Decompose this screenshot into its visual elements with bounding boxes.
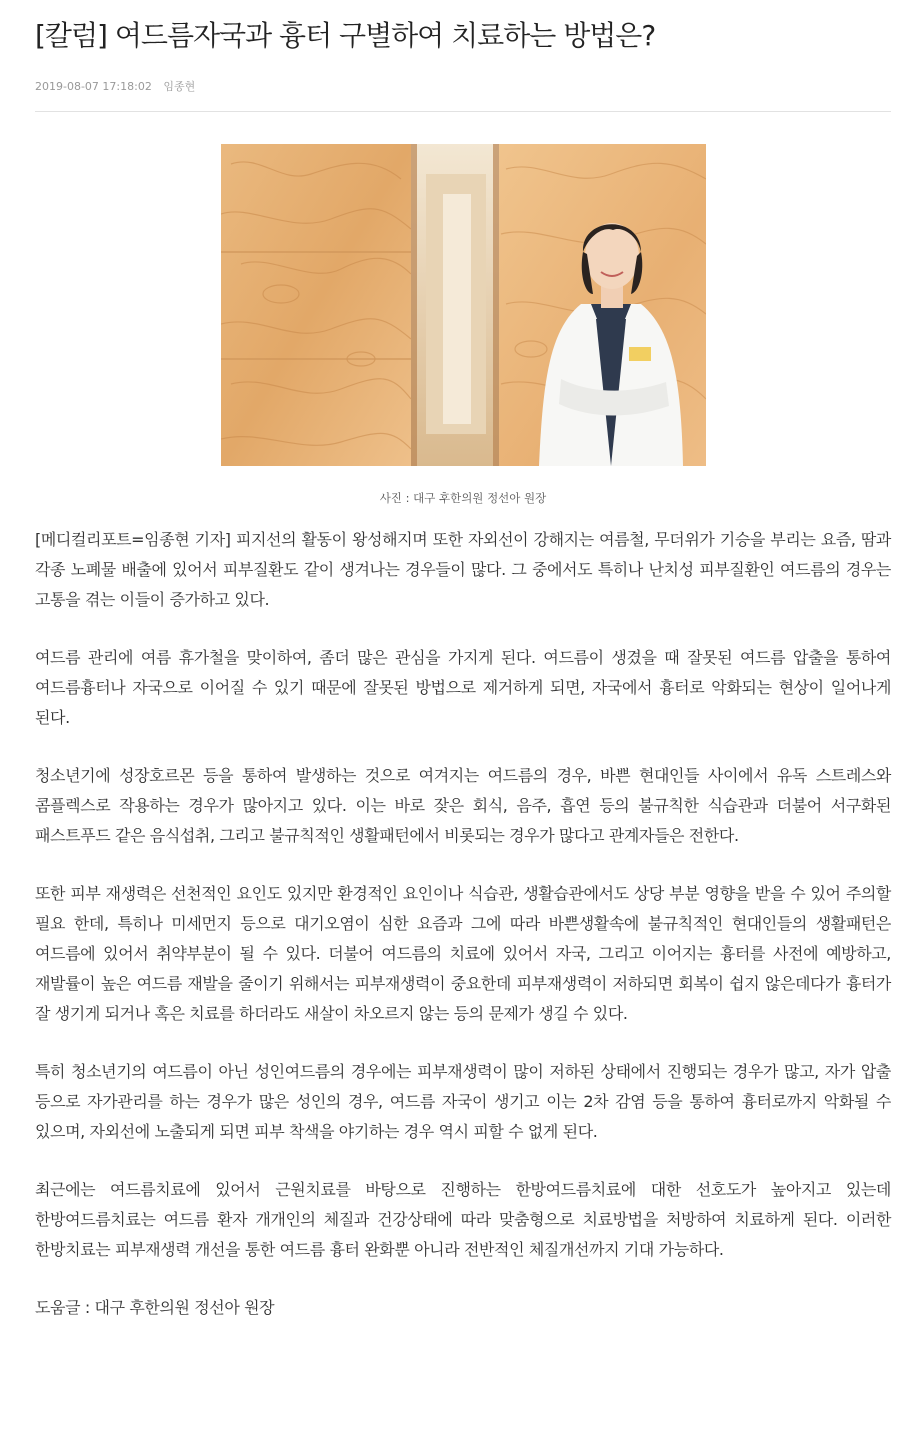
article-title: [칼럼] 여드름자국과 흉터 구별하여 치료하는 방법은? (35, 19, 656, 52)
helper-credit: 도움글 : 대구 후한의원 정선아 원장 (35, 1298, 275, 1317)
paragraph: 또한 피부 재생력은 선천적인 요인도 있지만 환경적인 요인이나 식습관, 생활습관에서도 상당 부분 영향을 받을 수 있어 주의할 필요 한데, 특히나 미세먼지 등으로 대기오염이 심한 요즘과 그에 따라 바쁜생활속에 불규칙적인 현대인들의 생활패턴은 여드름에 있어서 취약부분이 될 수 있다. 더불어 여드름의 치료에 있어서 자국, 그리고 이어지는 흉터를 사전에 예방하고, 재발률이 높은 여드름 재발을 줄이기 위해서는 피부재생력이 중요한데 피부재생력이 저하되면 회복이 쉽지 않은데다가 흉터가 잘 생기게 되거나 혹은 치료를 하더라도 새살이 차오르지 않는 등의 문제가 생길 수 있다. (35, 884, 891, 1023)
article-meta (35, 78, 195, 94)
paragraph: 최근에는 여드름치료에 있어서 근원치료를 바탕으로 진행하는 한방여드름치료에 대한 선호도가 높아지고 있는데 한방여드름치료는 여드름 환자 개개인의 체질과 건강상태에 따라 맞춤형으로 치료방법을 처방하여 치료하게 된다. 이러한 한방치료는 피부재생력 개선을 통한 여드름 흉터 완화뿐 아니라 전반적인 체질개선까지 기대 가능하다. (35, 1180, 891, 1259)
paragraph: 특히 청소년기의 여드름이 아닌 성인여드름의 경우에는 피부재생력이 많이 저하된 상태에서 진행되는 경우가 많고, 자가 압출 등으로 자가관리를 하는 경우가 많은 성인의 경우, 여드름 자국이 생기고 이는 2차 감염 등을 통하여 흉터로까지 악화될 수 있으며, 자외선에 노출되게 되면 피부 착색을 야기하는 경우 역시 피할 수 없게 된다. (35, 1062, 891, 1141)
paragraph: [메디컬리포트=임종현 기자] 피지선의 활동이 왕성해지며 또한 자외선이 강해지는 여름철, 무더위가 기승을 부리는 요즘, 땀과 각종 노폐물 배출에 있어서 피부질환도 같이 생겨나는 경우들이 많다. 그 중에서도 특히나 난치성 피부질환인 여드름의 경우는 고통을 겪는 이들이 증가하고 있다. (35, 530, 891, 609)
article-body (35, 525, 891, 1351)
header-divider (35, 111, 891, 112)
article-photo (221, 144, 706, 466)
doctor-portrait-illustration (221, 144, 706, 466)
paragraph: 청소년기에 성장호르몬 등을 통하여 발생하는 것으로 여겨지는 여드름의 경우, 바쁜 현대인들 사이에서 유독 스트레스와 콤플렉스로 작용하는 경우가 많아지고 있다. 이는 바로 잦은 회식, 음주, 흡연 등의 불규칙한 식습관과 더불어 서구화된 패스트푸드 같은 음식섭취, 그리고 불규칙적인 생활패턴에서 비롯되는 경우가 많다고 관계자들은 전한다. (35, 766, 891, 845)
photo-caption: 사진 : 대구 후한의원 정선아 원장 (379, 491, 547, 505)
article-datetime: 2019-08-07 17:18:02 (35, 80, 152, 93)
paragraph: 여드름 관리에 여름 휴가철을 맞이하여, 좀더 많은 관심을 가지게 된다. 여드름이 생겼을 때 잘못된 여드름 압출을 통하여 여드름흉터나 자국으로 이어질 수 있기 때문에 잘못된 방법으로 제거하게 되면, 자국에서 흉터로 악화되는 현상이 일어나게 된다. (35, 648, 891, 727)
article-author: 임종현 (163, 80, 196, 93)
